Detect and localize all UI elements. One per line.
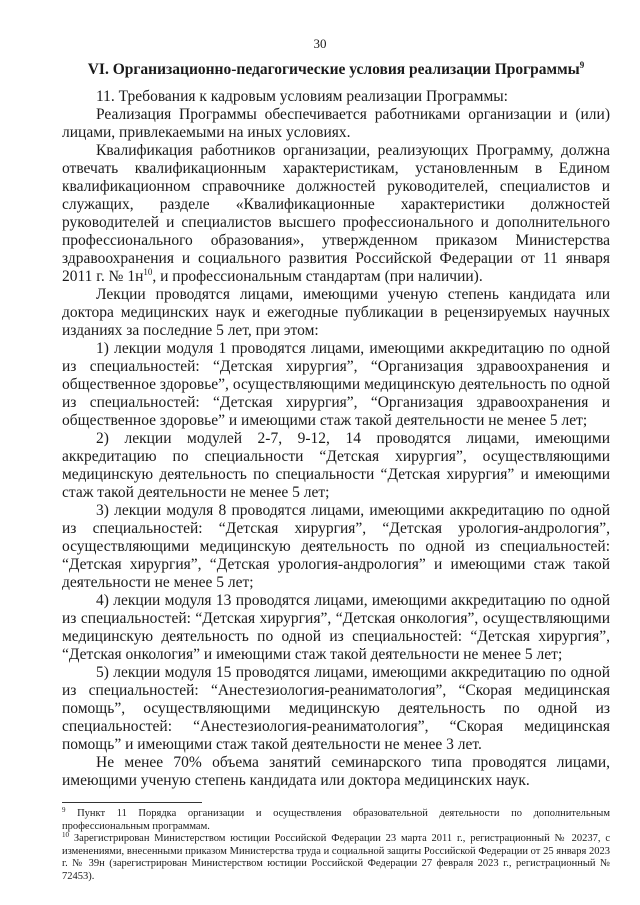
qualification-text-end: , и профессиональным стандартам (при наличии).	[152, 268, 483, 285]
footnote-9	[62, 808, 610, 833]
heading-footnote-ref: 9	[579, 60, 585, 70]
footnote-divider	[62, 802, 202, 803]
footnote-10-ref: 10	[62, 831, 69, 840]
footnotes	[62, 808, 610, 884]
footnote-10-text: Зарегистрирован Министерством юстиции Российской Федерации 23 марта 2011 г., регистрационный № 20237, с изменениями, внесенными приказом Министерства труда и социальной защиты Российской Федерации от 25 января 2023 г. № 39н (зарегистрирован Министерством юстиции Российской Федерации 27 февраля 2023 г., регистрационный № 72453).	[62, 833, 610, 882]
section-heading	[62, 61, 610, 79]
qualification-text: Квалификация работников организации, реализующих Программу, должна отвечать квалификационным характеристикам, установленным в Едином квалификационном справочнике должностей руководителей, специалистов и служащих, разделе «Квалификационные характеристики должностей руководителей и специалистов высшего профессионального и дополнительного профессионального образования», утвержденном приказом Министерства здравоохранения и социального развития Российской Федерации от 11 января 2011 г. № 1н	[62, 142, 610, 285]
section-heading-text: VI. Организационно-педагогические условия реализации Программы	[87, 61, 580, 78]
paragraph-program-staff: Реализация Программы обеспечивается работниками организации и (или) лицами, привлекаемыми на иных условиях.	[62, 106, 610, 141]
list-item-module-15: 5) лекции модуля 15 проводятся лицами, имеющими аккредитацию по одной из специальностей: “Анестезиология-реаниматология”, “Скорая медицинская помощь”, осуществляющими медицинскую деятельность по одной из специальностей: “Анестезиология-реаниматология”, “Скорая медицинская помощь” и имеющими стаж такой деятельности не менее 3 лет.	[62, 664, 610, 753]
footnote-9-ref: 9	[62, 806, 66, 814]
list-item-module-8: 3) лекции модуля 8 проводятся лицами, имеющими аккредитацию по одной из специальностей: “Детская хирургия”, “Детская урология-андрология”, осуществляющими медицинскую деятельность по одной из специальностей: “Детская хирургия”, “Детская урология-андрология” и имеющими стаж такой деятельности не менее 5 лет;	[62, 502, 610, 591]
paragraph-seminars: Не менее 70% объема занятий семинарского типа проводятся лицами, имеющими ученую степень кандидата или доктора медицинских наук.	[62, 754, 610, 789]
page-number: 30	[313, 36, 327, 51]
footnote-9-text: Пункт 11 Порядка организации и осуществления образовательной деятельности по дополнительным профессиональным программам.	[62, 808, 610, 832]
footnote-10	[62, 833, 610, 883]
list-item-module-1: 1) лекции модуля 1 проводятся лицами, имеющими аккредитацию по одной из специальностей: “Детская хирургия”, “Организация здравоохранения и общественное здоровье”, осуществляющими медицинскую деятельность по одной из специальностей: “Детская хирургия”, “Организация здравоохранения и общественное здоровье” и имеющими стаж такой деятельности не менее 5 лет;	[62, 340, 610, 429]
document-body	[62, 88, 610, 790]
list-item-modules-2-14: 2) лекции модулей 2-7, 9-12, 14 проводятся лицами, имеющими аккредитацию по специальности “Детская хирургия”, осуществляющими медицинскую деятельность по специальности “Детская хирургия” и имеющими стаж такой деятельности не менее 5 лет;	[62, 430, 610, 501]
paragraph-qualification	[62, 142, 610, 286]
paragraph-requirements-title: 11. Требования к кадровым условиям реализации Программы:	[96, 88, 508, 105]
qualification-footnote-ref: 10	[143, 267, 153, 277]
list-item-module-13: 4) лекции модуля 13 проводятся лицами, имеющими аккредитацию по одной из специальностей: “Детская хирургия”, “Детская онкология”, осуществляющими медицинскую деятельность по одной из специальностей: “Детская хирургия”, “Детская онкология” и имеющими стаж такой деятельности не менее 5 лет;	[62, 592, 610, 663]
paragraph-lectures: Лекции проводятся лицами, имеющими ученую степень кандидата или доктора медицинских наук и ежегодные публикации в рецензируемых научных изданиях за последние 5 лет, при этом:	[62, 286, 610, 339]
